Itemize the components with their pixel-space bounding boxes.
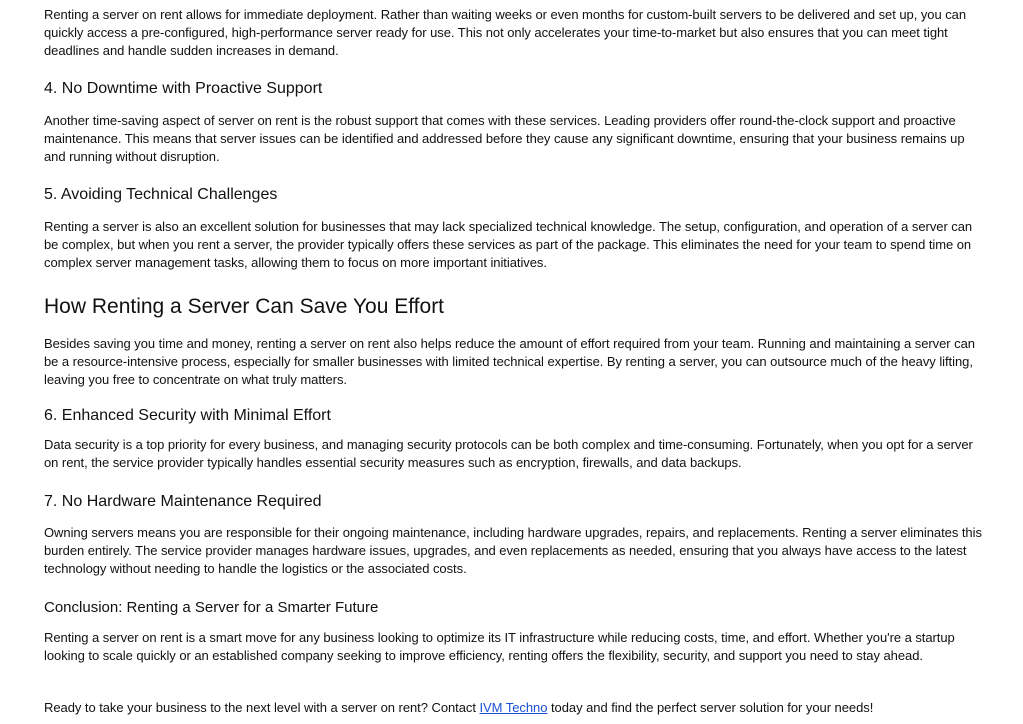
section-5 (44, 185, 984, 205)
section-5-body (44, 218, 984, 271)
conclusion-section (44, 598, 984, 617)
section-6-paragraph: Data security is a top priority for every business, and managing security protocols can be both complex and time-consuming. Fortunately, when you opt for a server on rent, the service provider typically handles essential security measures such as encryption, firewalls, and data backups. (44, 437, 973, 470)
cta-section (44, 699, 984, 717)
section-5-paragraph: Renting a server is also an excellent solution for businesses that may lack specialized technical knowledge. The setup, configuration, and operation of a server can be complex, but when you rent a server, the provider typically offers these services as part of the package. This eliminates the need for your team to spend time on complex server management tasks, allowing them to focus on more important initiatives. (44, 219, 973, 270)
effort-section (44, 294, 984, 320)
effort-paragraph: Besides saving you time and money, renting a server on rent also helps reduce the amount of effort required from your team. Running and maintaining a server can be a resource-intensive process, especially for smaller businesses with limited technical expertise. By renting a server, you can outsource much of the heavy lifting, leaving you free to concentrate on what truly matters. (44, 336, 975, 387)
cta-text-after: today and find the perfect server solution for your needs! (547, 700, 874, 715)
section-5-heading: 5. Avoiding Technical Challenges (44, 186, 278, 203)
conclusion-body (44, 629, 984, 665)
section-4-paragraph: Another time-saving aspect of server on rent is the robust support that comes with these services. Leading providers offer round-the-clock support and proactive maintenance. This means that server issues can be identified and addressed before they cause any significant downtime, ensuring that your business remains up and running without disruption. (44, 113, 965, 164)
cta-text-before: Ready to take your business to the next level with a server on rent? Contact (44, 700, 480, 715)
section-7-heading: 7. No Hardware Maintenance Required (44, 493, 322, 510)
section-7-body (44, 524, 984, 577)
section-7 (44, 492, 984, 512)
section-4-heading: 4. No Downtime with Proactive Support (44, 80, 323, 97)
intro-paragraph: Renting a server on rent allows for immediate deployment. Rather than waiting weeks or even months for custom-built servers to be delivered and set up, you can quickly access a pre-configured, high-performance server ready for use. This not only accelerates your time-to-market but also ensures that you can meet tight deadlines and handle sudden increases in demand. (44, 7, 967, 58)
ivm-techno-link[interactable]: IVM Techno (479, 700, 548, 715)
section-6-body (44, 436, 984, 472)
section-6-heading: 6. Enhanced Security with Minimal Effort (44, 407, 331, 424)
effort-heading: How Renting a Server Can Save You Effort (44, 295, 445, 318)
conclusion-heading: Conclusion: Renting a Server for a Smarter Future (44, 599, 379, 616)
section-6 (44, 406, 984, 426)
section-7-paragraph: Owning servers means you are responsible for their ongoing maintenance, including hardware upgrades, repairs, and replacements. Renting a server eliminates this burden entirely. The service provider manages hardware issues, upgrades, and even replacements as needed, ensuring that you always have access to the latest technology without needing to handle the logistics or the associated costs. (44, 525, 982, 576)
section-4-body (44, 112, 984, 165)
conclusion-paragraph: Renting a server on rent is a smart move for any business looking to optimize its IT infrastructure while reducing costs, time, and effort. Whether you're a startup looking to scale quickly or an established company seeking to improve efficiency, renting offers the flexibility, security, and support you need to stay ahead. (44, 630, 955, 663)
cta-paragraph (44, 699, 984, 717)
intro-section (44, 6, 984, 59)
effort-body (44, 335, 984, 388)
section-4 (44, 79, 984, 99)
